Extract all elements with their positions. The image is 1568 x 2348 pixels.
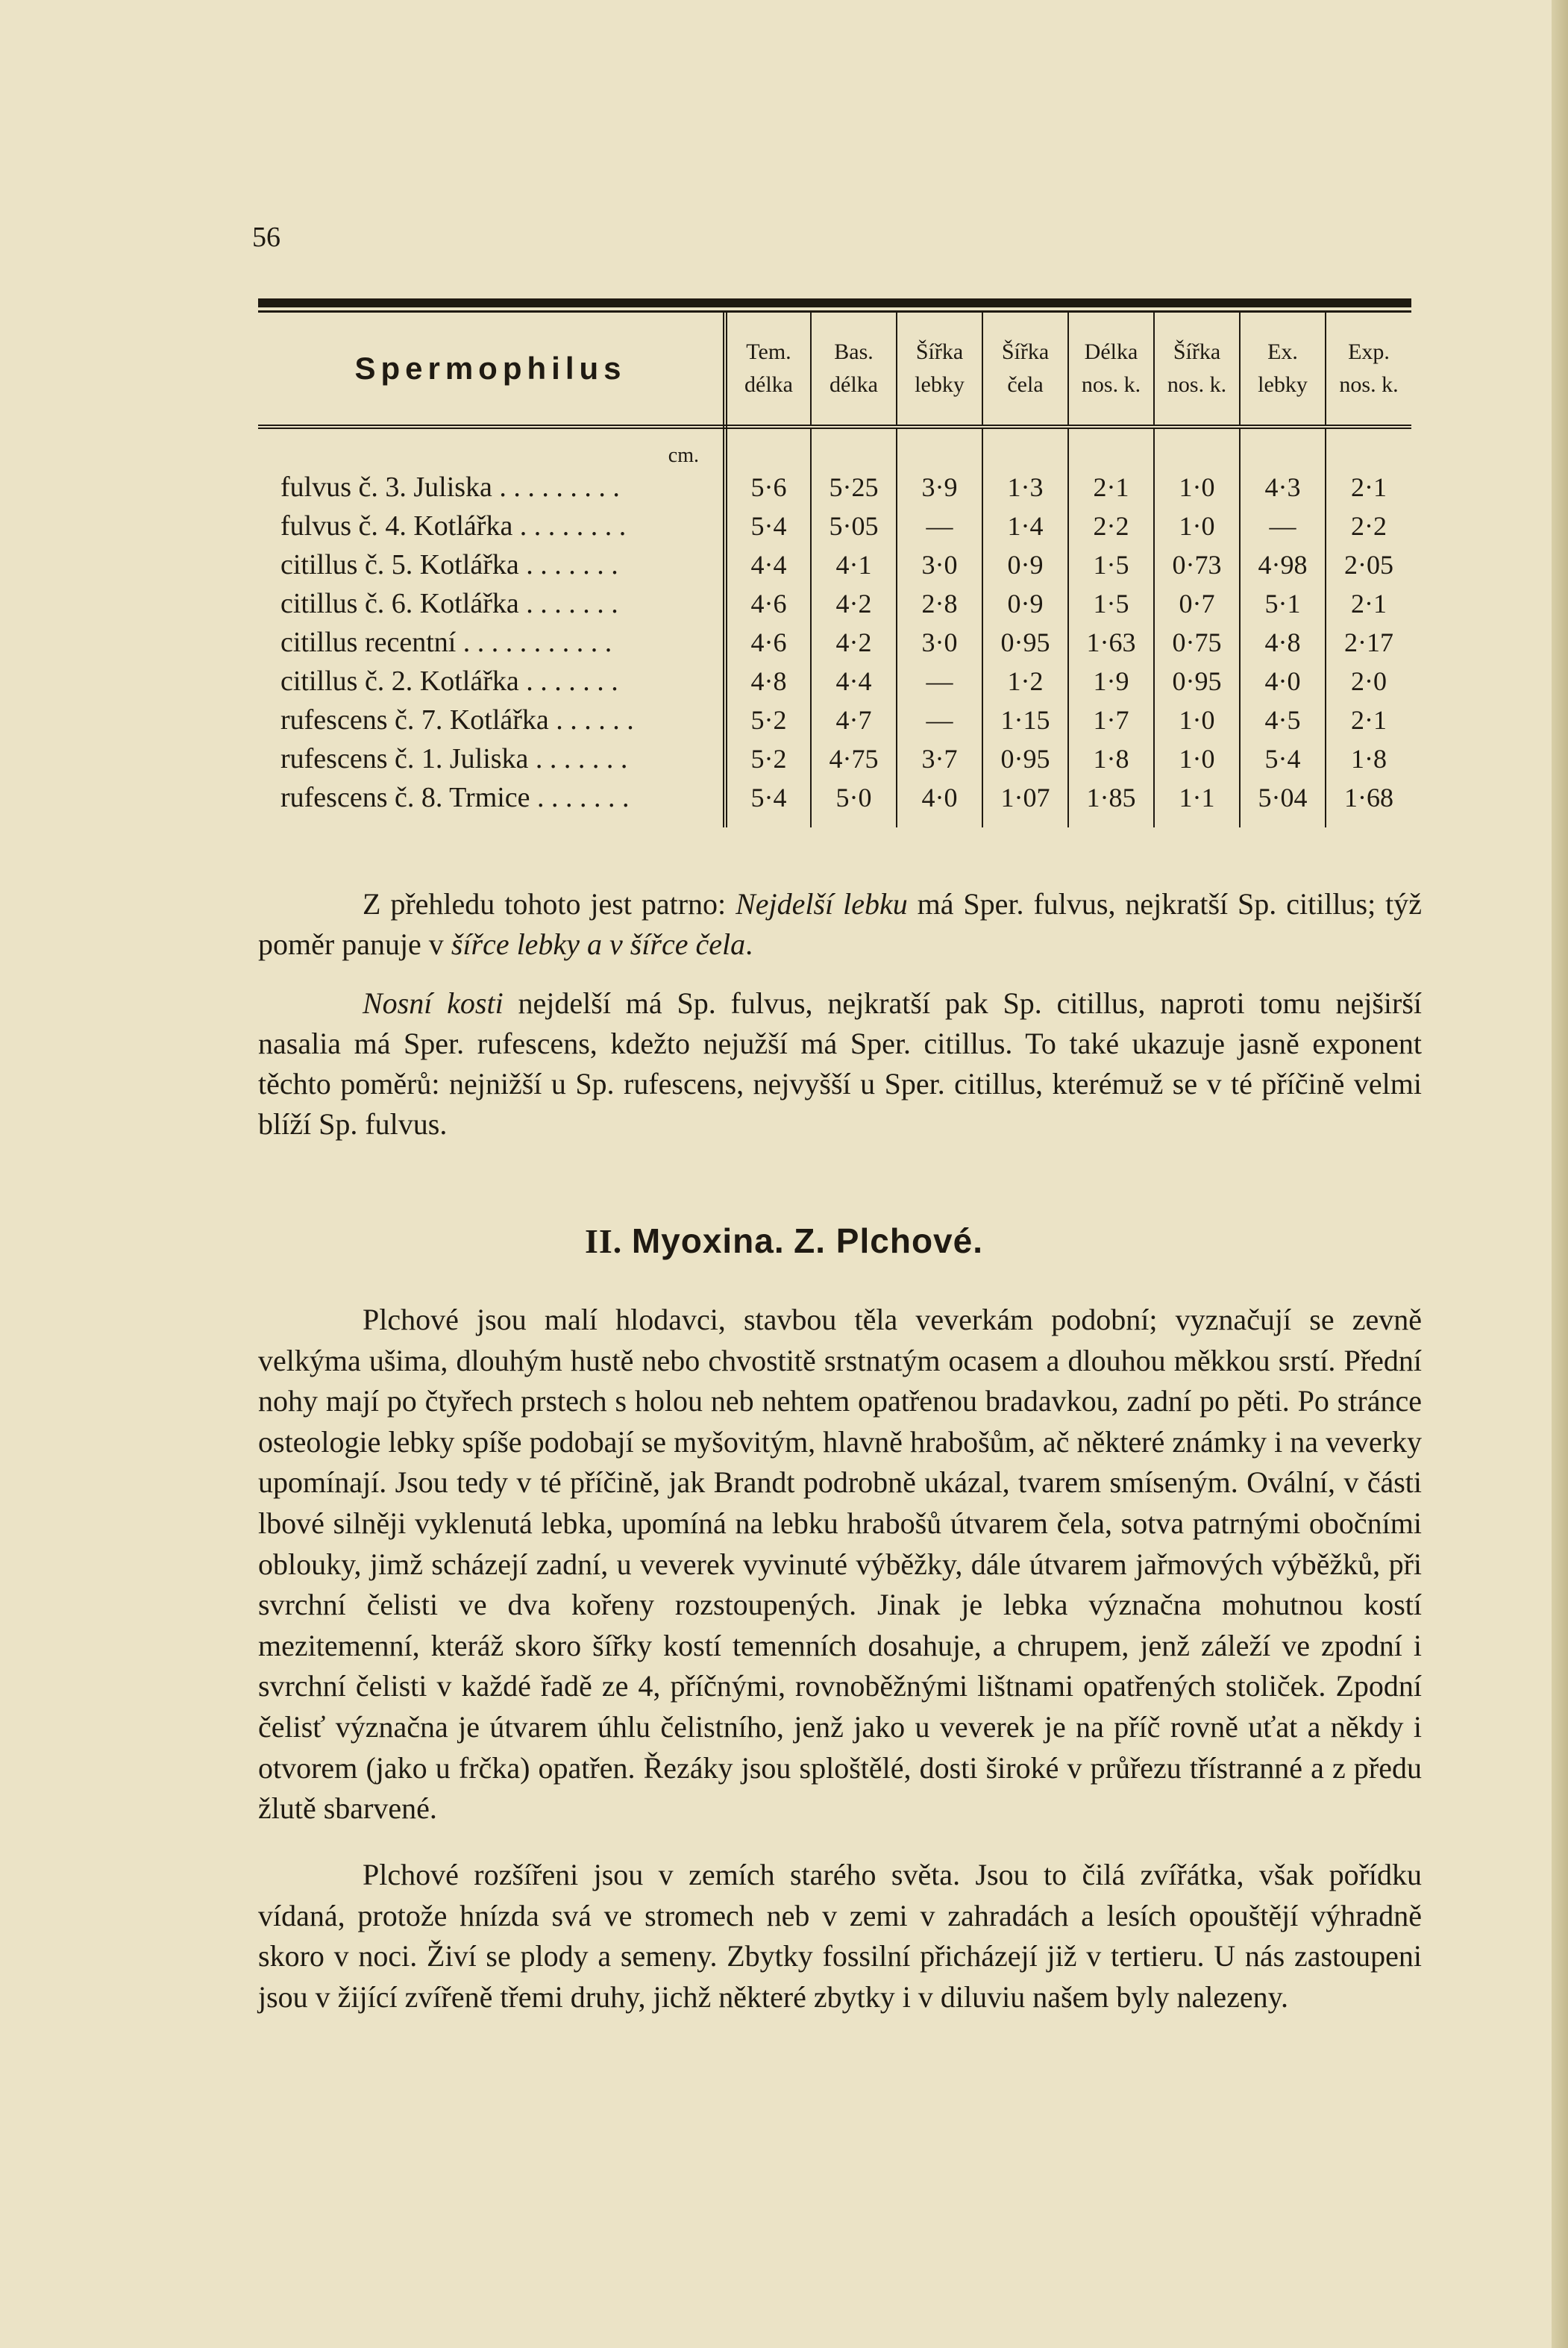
table-cell: 3·0 [897, 545, 982, 584]
table-cell: 5·6 [750, 472, 787, 502]
table-cell: 4·6 [750, 627, 787, 657]
table-cell: 0·9 [982, 545, 1068, 584]
table-cell: 4·6 [750, 589, 787, 619]
table-cell: 1·0 [1154, 507, 1240, 545]
table-cell: 1·0 [1154, 468, 1240, 507]
table-cell: 0·95 [982, 739, 1068, 778]
table-cell: 1·07 [982, 778, 1068, 827]
column-header: Exp. nos. k. [1326, 313, 1411, 427]
table-cell: 4·5 [1240, 701, 1326, 739]
table-cell: 4·0 [897, 778, 982, 827]
table-cell: 5·25 [811, 468, 897, 507]
table-cell: — [1240, 507, 1326, 545]
table-cell: 2·1 [1068, 468, 1154, 507]
column-header: Šířka čela [982, 313, 1068, 427]
table-cell: 1·5 [1068, 584, 1154, 623]
table-row [258, 623, 1411, 662]
table-body [258, 427, 1411, 827]
table-cell: 4·98 [1240, 545, 1326, 584]
column-header: Délka nos. k. [1068, 313, 1154, 427]
table-cell: — [897, 507, 982, 545]
table-cell: 1·4 [982, 507, 1068, 545]
table-row [258, 662, 1411, 701]
unit-row [258, 427, 1411, 468]
table-row [258, 507, 1411, 545]
table-cell: 2·17 [1326, 623, 1411, 662]
table-cell: 2·8 [897, 584, 982, 623]
table-cell: 1·8 [1326, 739, 1411, 778]
table-header-row [258, 313, 1411, 427]
summary-paragraph-skull: Z přehledu tohoto jest patrno: Nejdelší lebku má Sper. fulvus, nejkratší Sp. citillus; týž poměr panuje v šířce lebky a v šířce čela. [258, 887, 1423, 961]
specimen-name: fulvus č. 3. Juliska . . . . . . . . . [258, 468, 725, 507]
table-row [258, 701, 1411, 739]
table-cell: 0·7 [1154, 584, 1240, 623]
column-header: Ex. lebky [1240, 313, 1326, 427]
table-cell: 2·0 [1326, 662, 1411, 701]
table-cell: 5·4 [750, 783, 787, 813]
emphasis-skull-width: šířce lebky a v šířce čela [451, 927, 746, 961]
specimen-name: citillus č. 5. Kotlářka . . . . . . . [258, 545, 725, 584]
measurement-table [258, 313, 1411, 827]
body-paragraph-description: Plchové jsou malí hlodavci, stavbou těla veverkám podobní; vyznačují se zevně velkýma ušima, dlouhým hustě nebo chvostitě srstnatým ocasem a dlouhou měkkou srstí. Přední nohy mají po čtyřech prstech s holou neb nehtem opatřenou bradavkou, zadní po pěti. Po stránce osteologie lebky spíše podobají se myšovitým, hlavně hrabošům, ač některé známky i na veverky upomínají. Jsou tedy v té příčině, jak Brandt podrobně ukázal, tvarem smíseným. Ovální, v části lbové silněji vyklenutá lebka, upomíná na lebku hrabošů útvarem čela, sotva patrnými obočními oblouky, jimž scházejí zadní, u veverek vyvinuté výběžky, dále útvarem jařmových výběžků, při svrchní čelisti ve dva kořeny rozstoupených. Jinak je lebka význačna mohutnou kostí mezitemenní, kteráž skoro šířky kostí temenních dosahuje, a chrupem, jenž záleží ve zpodní i svrchní čelisti v každé řadě ze 4, příčnými, rovnoběžnými lištnami opatřených stoliček. Zpodní čelisť význačna je útvarem úhlu čelistního, jenž jako u veverek je na příč rovně uťat a někdy i otvorem (jako u frčka) opatřen. Řezáky jsou sploštělé, dosti široké v průřezu třístranné a z předu žlutě sbarvené. [258, 1303, 1422, 1826]
table-cell: 5·0 [811, 778, 897, 827]
section-heading [0, 1221, 1568, 1261]
table-row [258, 778, 1411, 827]
body-paragraph-distribution: Plchové rozšířeni jsou v zemích starého světa. Jsou to čilá zvířátka, však pořídku vídaná, protože hnízda svá ve stromech neb v zemi v zahradách a lesích opouštějí výhradně skoro v noci. Živí se plody a semeny. Zbytky fossilní přicházejí již v tertieru. U nás zastoupeni jsou v žijící zvířeně třemi druhy, jichž některé zbytky i v diluviu našem byly nalezeny. [258, 1858, 1422, 2014]
table-cell: 0·9 [982, 584, 1068, 623]
table-cell: 1·0 [1154, 701, 1240, 739]
table-cell: 1·3 [982, 468, 1068, 507]
table-cell: 2·1 [1326, 468, 1411, 507]
table-cell: 5·4 [750, 511, 787, 541]
table-cell: — [897, 662, 982, 701]
table-cell: 4·8 [1240, 623, 1326, 662]
table-row [258, 739, 1411, 778]
table-cell: 1·8 [1068, 739, 1154, 778]
table-cell: 1·9 [1068, 662, 1154, 701]
column-header: Bas. délka [811, 313, 897, 427]
table-cell: 5·4 [1240, 739, 1326, 778]
table-cell: 1·2 [982, 662, 1068, 701]
table-cell: 4·2 [811, 584, 897, 623]
unit-label: cm. [258, 427, 725, 468]
specimen-name: fulvus č. 4. Kotlářka . . . . . . . . [258, 507, 725, 545]
table-cell: 1·63 [1068, 623, 1154, 662]
specimen-name: citillus č. 6. Kotlářka . . . . . . . [258, 584, 725, 623]
specimen-name: citillus č. 2. Kotlářka . . . . . . . [258, 662, 725, 701]
table-cell: 4·3 [1240, 468, 1326, 507]
table-row [258, 545, 1411, 584]
table-cell: 2·1 [1326, 701, 1411, 739]
specimen-name: rufescens č. 7. Kotlářka . . . . . . [258, 701, 725, 739]
table-cell: 5·1 [1240, 584, 1326, 623]
table-cell: 1·1 [1154, 778, 1240, 827]
column-header: Šířka lebky [897, 313, 982, 427]
table-cell: 1·68 [1326, 778, 1411, 827]
summary-paragraph-nasal: Nosní kosti nejdelší má Sp. fulvus, nejkratší pak Sp. citillus, naproti tomu nejširší nasalia má Sper. rufescens, kdežto nejužší má Sper. citillus. To také ukazuje jasně exponent těchto poměrů: nejnižší u Sp. rufescens, nejvyšší u Sper. citillus, kterémuž se v té příčině velmi blíží Sp. fulvus. [258, 986, 1422, 1141]
column-header: Šířka nos. k. [1154, 313, 1240, 427]
table-cell: 4·1 [811, 545, 897, 584]
section-title-czech: Z. Plchové. [794, 1221, 983, 1260]
table-cell: 1·5 [1068, 545, 1154, 584]
table-cell: — [897, 701, 982, 739]
emphasis-longest-skull: Nejdelší lebku [736, 887, 908, 921]
table-cell: 1·85 [1068, 778, 1154, 827]
table-cell: 4·4 [811, 662, 897, 701]
table-cell: 5·2 [750, 705, 787, 735]
table-cell: 4·7 [811, 701, 897, 739]
table-cell: 1·0 [1154, 739, 1240, 778]
table-row [258, 584, 1411, 623]
page-edge [1552, 0, 1568, 2348]
table-cell: 5·04 [1240, 778, 1326, 827]
table-cell: 1·7 [1068, 701, 1154, 739]
table-cell: 0·95 [1154, 662, 1240, 701]
table-cell: 0·75 [1154, 623, 1240, 662]
table-cell: 2·2 [1068, 507, 1154, 545]
table-cell: 4·0 [1240, 662, 1326, 701]
specimen-name: rufescens č. 1. Juliska . . . . . . . [258, 739, 725, 778]
measurement-table-block [258, 298, 1411, 827]
table-cell: 4·8 [750, 666, 787, 696]
specimen-name: citillus recentní . . . . . . . . . . . [258, 623, 725, 662]
table-cell: 4·75 [811, 739, 897, 778]
table-cell: 3·0 [897, 623, 982, 662]
table-cell: 0·95 [982, 623, 1068, 662]
section-title-latin: Myoxina. [631, 1221, 785, 1260]
table-cell: 0·73 [1154, 545, 1240, 584]
section-numeral: II. [585, 1222, 623, 1260]
table-top-rule [258, 298, 1411, 307]
column-header: Tem. délka [725, 313, 811, 427]
table-cell: 2·2 [1326, 507, 1411, 545]
table-cell: 2·1 [1326, 584, 1411, 623]
species-column-header: Spermophilus [258, 313, 725, 427]
table-row [258, 468, 1411, 507]
table-cell: 3·9 [897, 468, 982, 507]
specimen-name: rufescens č. 8. Trmice . . . . . . . [258, 778, 725, 827]
table-cell: 4·4 [750, 550, 787, 580]
table-cell: 4·2 [811, 623, 897, 662]
table-cell: 3·7 [897, 739, 982, 778]
table-cell: 5·05 [811, 507, 897, 545]
table-cell: 5·2 [750, 744, 787, 774]
emphasis-nasal-bones: Nosní kosti [363, 986, 504, 1020]
table-cell: 1·15 [982, 701, 1068, 739]
table-cell: 2·05 [1326, 545, 1411, 584]
page-number: 56 [252, 222, 280, 253]
